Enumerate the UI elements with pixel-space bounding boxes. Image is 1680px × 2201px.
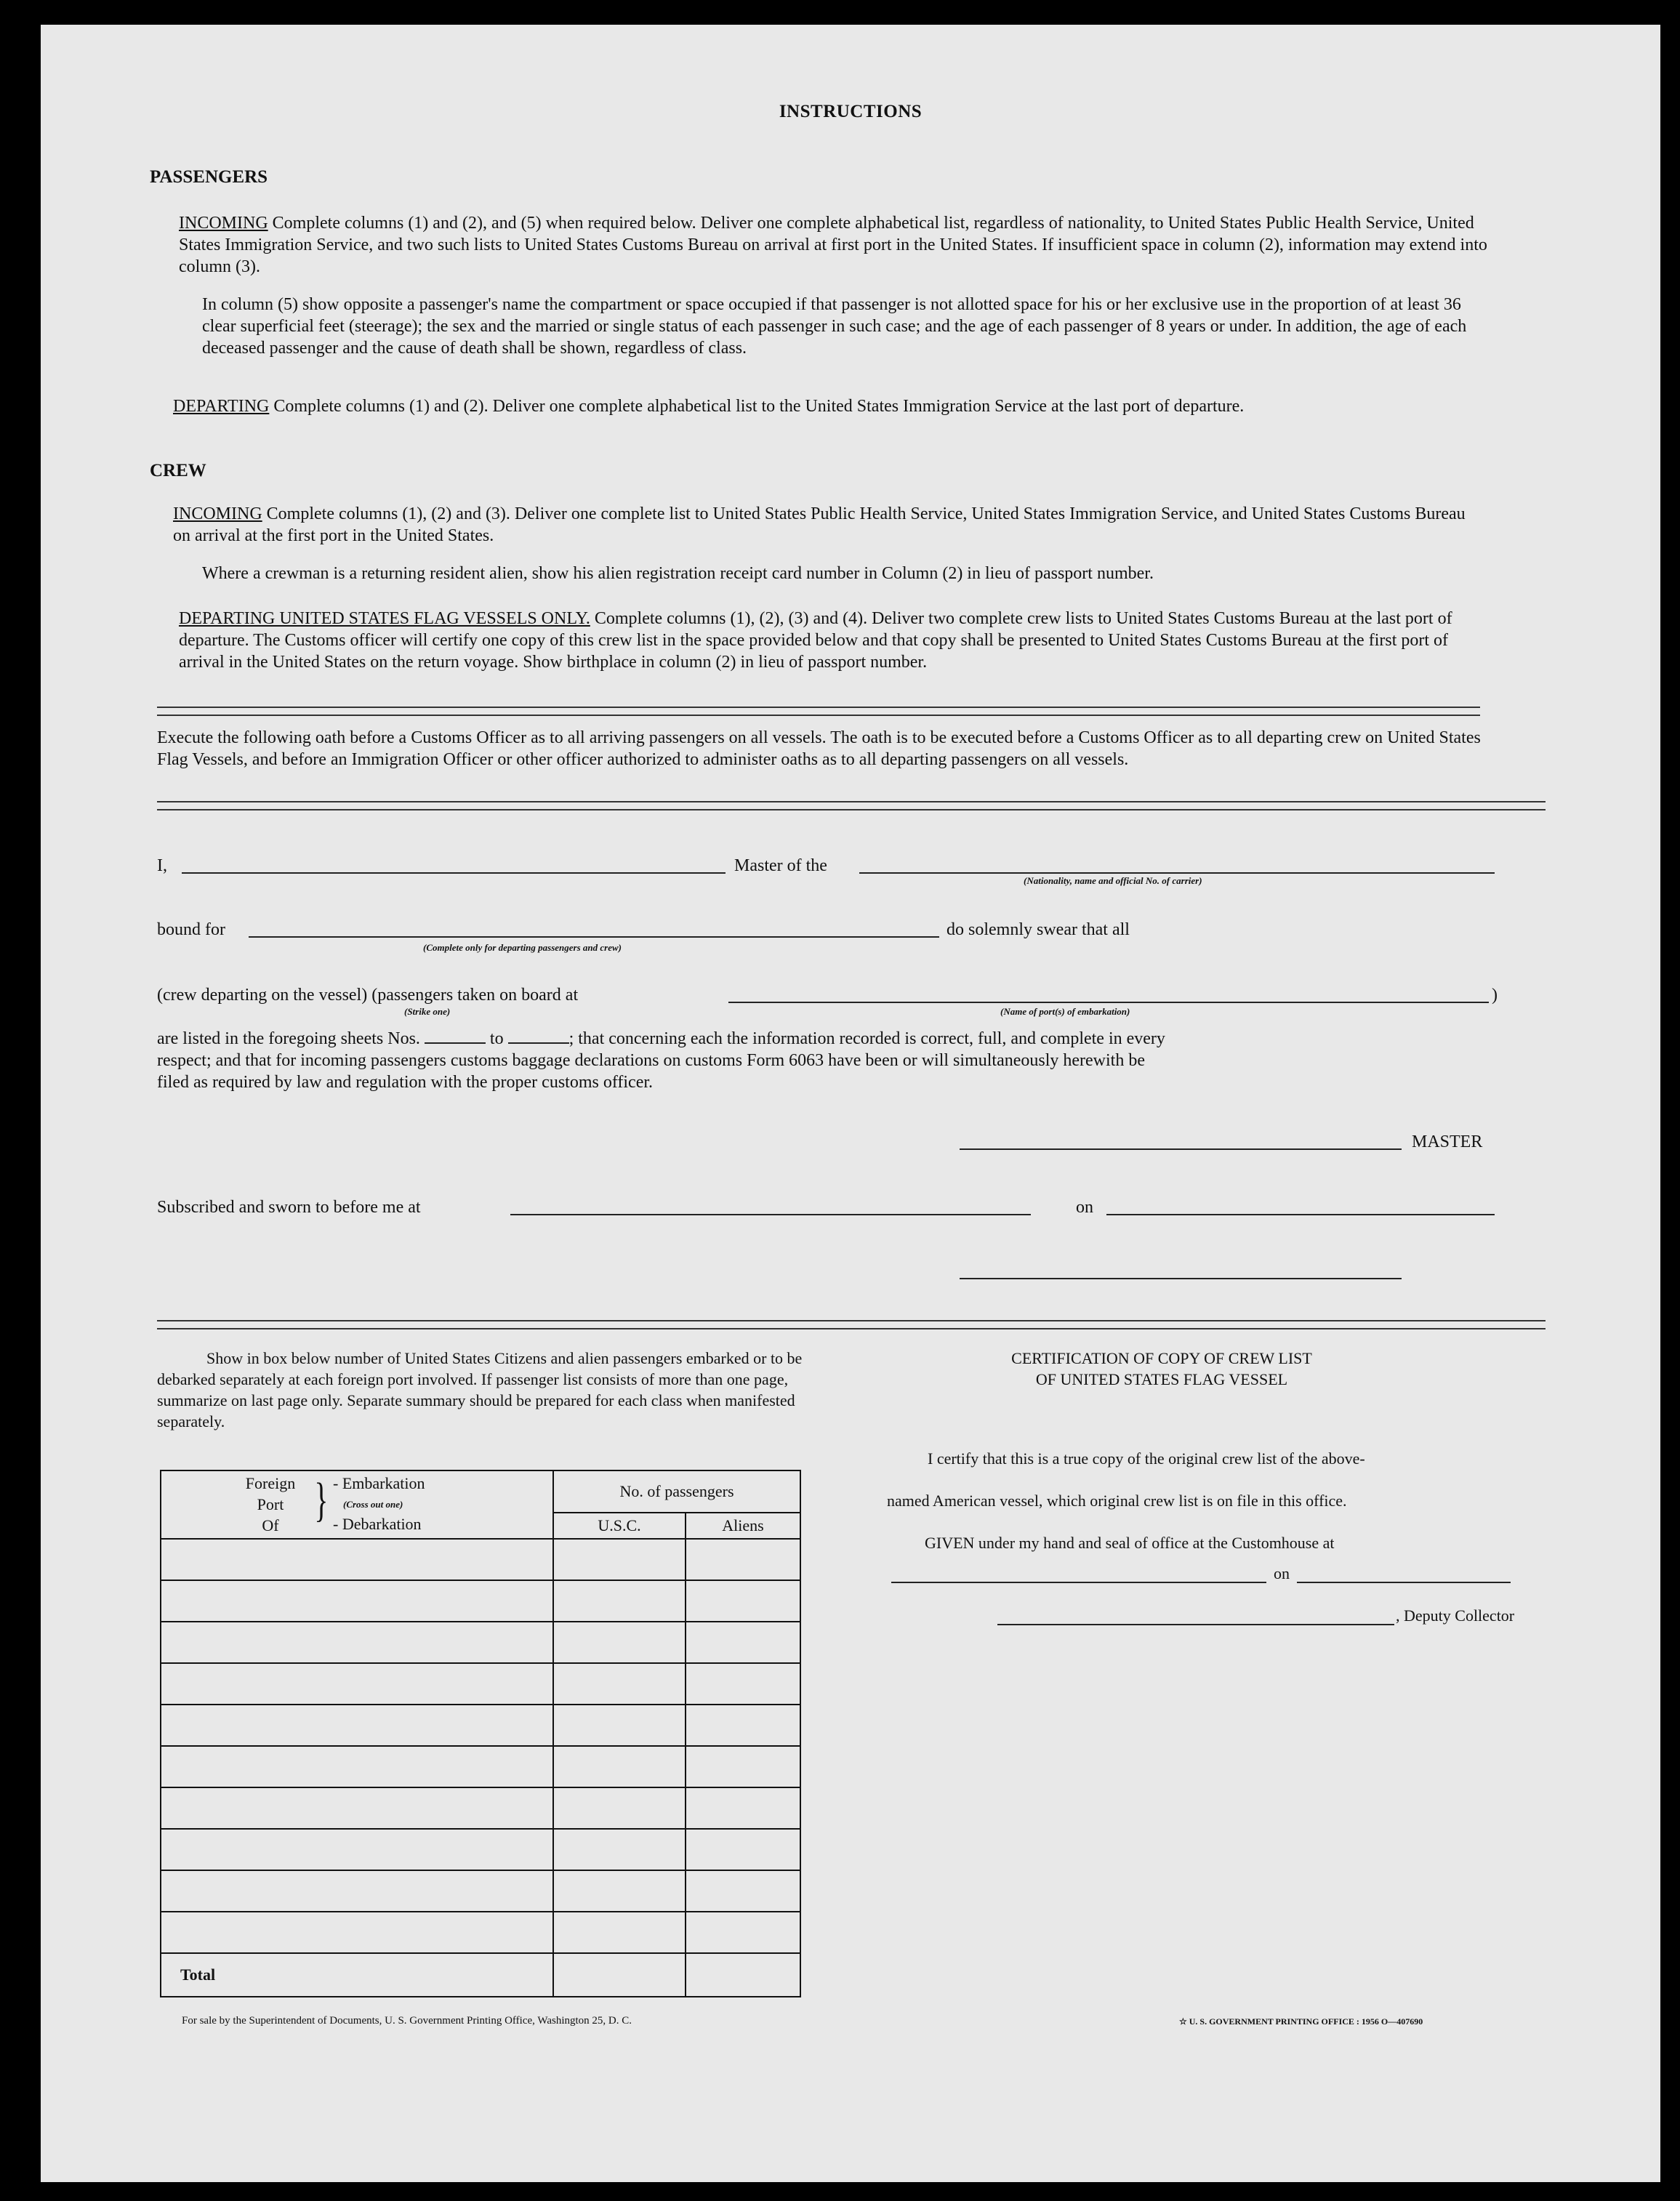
divider: [157, 801, 1546, 810]
passengers-incoming: [179, 212, 1487, 278]
port-cell[interactable]: [161, 1663, 553, 1705]
brace: }: [314, 1473, 329, 1526]
listed-text-a: are listed in the foregoing sheets Nos.: [157, 1029, 420, 1048]
usc-cell[interactable]: [553, 1870, 686, 1912]
divider: [157, 707, 1480, 716]
page-title: INSTRUCTIONS: [779, 102, 923, 121]
crew-departing-text: Complete columns (1), (2), (3) and (4). Deliver two complete crew lists to United States Customs Bureau at the last port of departure. The Customs officer will certify one copy of this crew list in the space provided below and that copy shall be presented to United States Customs Bureau at the first port of arrival in the United States on the return voyage. Show birthplace in column (2) in lieu of passport number.: [179, 609, 1452, 672]
usc-cell[interactable]: [553, 1539, 686, 1580]
sheet-to-line[interactable]: [508, 1042, 569, 1044]
aliens-cell[interactable]: [686, 1912, 800, 1953]
usc-cell[interactable]: [553, 1580, 686, 1622]
total-aliens-cell[interactable]: [686, 1953, 800, 1997]
aliens-cell[interactable]: [686, 1870, 800, 1912]
aliens-cell[interactable]: [686, 1539, 800, 1580]
usc-cell[interactable]: [553, 1746, 686, 1787]
listed-line-1: [157, 1028, 1509, 1050]
given-line: GIVEN under my hand and seal of office at the Customhouse at: [925, 1534, 1335, 1552]
of-label: Of: [262, 1516, 279, 1534]
certification-on-label: on: [1274, 1564, 1290, 1582]
port-line[interactable]: [728, 1002, 1489, 1003]
aliens-cell[interactable]: [686, 1705, 800, 1746]
port-label: Port: [257, 1495, 284, 1513]
passengers-column5: In column (5) show opposite a passenger's name the compartment or space occupied if that passenger is not allotted space for his or her exclusive use in the proportion of at least 36 clear superficial feet (steerage); the sex and the married or single status of each passenger in such case; and the age of each passenger of 8 years or under. In addition, the age of each deceased passenger and the cause of death shall be shown, regardless of class.: [202, 295, 1467, 358]
total-usc-cell[interactable]: [553, 1953, 686, 1997]
crew-departing-choice: (crew departing on the vessel) (passengers taken on board at: [157, 986, 579, 1005]
usc-cell[interactable]: [553, 1622, 686, 1663]
port-note: (Name of port(s) of embarkation): [1000, 1006, 1130, 1017]
aliens-cell[interactable]: [686, 1787, 800, 1829]
crew-incoming-label: INCOMING: [173, 504, 262, 523]
carrier-line[interactable]: [859, 872, 1495, 874]
master-label: MASTER: [1412, 1132, 1483, 1151]
summary-row: [161, 1829, 800, 1870]
port-cell[interactable]: [161, 1787, 553, 1829]
certification-date-line[interactable]: [1297, 1582, 1511, 1583]
total-label: Total: [161, 1953, 553, 1997]
strike-note: (Strike one): [404, 1006, 451, 1017]
passenger-summary-table: [160, 1470, 801, 1997]
certification-title-line-1: CERTIFICATION OF COPY OF CREW LIST: [1011, 1349, 1312, 1367]
officer-signature-line[interactable]: [960, 1278, 1402, 1279]
debarkation-label: - Debarkation: [333, 1515, 422, 1533]
incoming-text: Complete columns (1) and (2), and (5) when required below. Deliver one complete alphabetical list, regardless of nationality, to United States Public Health Service, United States Immigration Service, and two such lists to United States Customs Bureau on arrival at first port in the United States. If insufficient space in column (2), information may extend into column (3).: [179, 214, 1487, 276]
summary-row: [161, 1663, 800, 1705]
swear-label: do solemnly swear that all: [946, 920, 1130, 939]
port-cell[interactable]: [161, 1746, 553, 1787]
deputy-collector-label: , Deputy Collector: [1396, 1606, 1515, 1625]
no-passengers-header: No. of passengers: [553, 1470, 800, 1513]
summary-row: [161, 1787, 800, 1829]
subscribed-date-line[interactable]: [1106, 1214, 1495, 1215]
passengers-heading: PASSENGERS: [150, 167, 268, 187]
subscribed-label: Subscribed and sworn to before me at: [157, 1198, 421, 1217]
aliens-cell[interactable]: [686, 1746, 800, 1787]
deputy-signature-line[interactable]: [997, 1624, 1394, 1625]
nationality-note: (Nationality, name and official No. of carrier): [1024, 875, 1202, 886]
departing-label: DEPARTING: [173, 397, 270, 416]
certify-line-1: I certify that this is a true copy of the original crew list of the above-: [928, 1449, 1365, 1468]
aliens-cell[interactable]: [686, 1663, 800, 1705]
port-cell[interactable]: [161, 1912, 553, 1953]
oath-i-label: I,: [157, 856, 167, 875]
port-cell[interactable]: [161, 1539, 553, 1580]
aliens-cell[interactable]: [686, 1829, 800, 1870]
listed-line-2: respect; and that for incoming passengers customs baggage declarations on customs Form 6063 have been or will simultaneously herewith be: [157, 1051, 1145, 1070]
divider: [157, 1320, 1546, 1329]
oath-intro: Execute the following oath before a Customs Officer as to all arriving passengers on all vessels. The oath is to be executed before a Customs Officer as to all departing crew on United States Flag Vessels, and before an Immigration Officer or other officer authorized to administer oaths as to all departing passengers on all vessels.: [157, 728, 1481, 769]
crew-resident: Where a crewman is a returning resident alien, show his alien registration receipt card number in Column (2) in lieu of passport number.: [202, 564, 1154, 583]
port-cell[interactable]: [161, 1580, 553, 1622]
incoming-label: INCOMING: [179, 214, 268, 233]
embarkation-label: - Embarkation: [333, 1474, 425, 1492]
certification-title-line-2: OF UNITED STATES FLAG VESSEL: [1035, 1370, 1288, 1388]
crew-heading: CREW: [150, 461, 206, 480]
subscribed-place-line[interactable]: [510, 1214, 1031, 1215]
listed-to: to: [489, 1029, 504, 1048]
certify-line-2: named American vessel, which original crew list is on file in this office.: [887, 1492, 1347, 1510]
listed-text-b: ; that concerning each the information recorded is correct, full, and complete in every: [568, 1029, 1165, 1048]
aliens-header: Aliens: [686, 1513, 800, 1539]
summary-row: [161, 1870, 800, 1912]
summary-row: [161, 1539, 800, 1580]
summary-row: [161, 1912, 800, 1953]
master-name-line[interactable]: [182, 872, 726, 874]
passengers-departing: [173, 395, 1487, 417]
summary-row: [161, 1580, 800, 1622]
master-signature-line[interactable]: [960, 1148, 1402, 1150]
foreign-label: Foreign: [245, 1474, 296, 1492]
usc-header: U.S.C.: [553, 1513, 686, 1539]
summary-row: [161, 1746, 800, 1787]
complete-note: (Complete only for departing passengers and crew): [423, 942, 622, 953]
crew-departing-label: DEPARTING UNITED STATES FLAG VESSELS ONLY.: [179, 609, 590, 628]
certification-title: [916, 1348, 1407, 1390]
aliens-cell[interactable]: [686, 1580, 800, 1622]
port-cell[interactable]: [161, 1829, 553, 1870]
crew-incoming-text: Complete columns (1), (2) and (3). Deliver one complete list to United States Public Health Service, United States Immigration Service, and United States Customs Bureau on arrival at the first port in the United States.: [173, 504, 1466, 545]
crew-departing: [179, 608, 1473, 673]
bound-for-label: bound for: [157, 920, 225, 939]
usc-cell[interactable]: [553, 1663, 686, 1705]
close-paren: ): [1492, 986, 1498, 1005]
customhouse-line[interactable]: [891, 1582, 1266, 1583]
form-sheet: [41, 25, 1660, 2182]
summary-instructions: Show in box below number of United States Citizens and alien passengers embarked or to be debarked separately at each foreign port involved. If passenger list consists of more than one page, summarize on last page only. Separate summary should be prepared for each class when manifested separately.: [157, 1349, 803, 1431]
master-of-label: Master of the: [734, 856, 827, 875]
summary-row: [161, 1622, 800, 1663]
listed-line-3: filed as required by law and regulation with the proper customs officer.: [157, 1073, 654, 1092]
port-cell[interactable]: [161, 1622, 553, 1663]
usc-cell[interactable]: [553, 1787, 686, 1829]
crew-incoming: [173, 503, 1474, 547]
footer-left: For sale by the Superintendent of Documents, U. S. Government Printing Office, Washington 25, D. C.: [182, 2015, 632, 2027]
cross-out-note: (Cross out one): [343, 1499, 403, 1510]
usc-cell[interactable]: [553, 1705, 686, 1746]
footer-right: ☆ U. S. GOVERNMENT PRINTING OFFICE : 1956 O—407690: [1179, 2016, 1423, 2027]
subscribed-on-label: on: [1076, 1198, 1093, 1217]
port-cell[interactable]: [161, 1870, 553, 1912]
sheet-from-line[interactable]: [425, 1042, 486, 1044]
bound-for-line[interactable]: [249, 936, 939, 938]
aliens-cell[interactable]: [686, 1622, 800, 1663]
departing-text: Complete columns (1) and (2). Deliver one complete alphabetical list to the United States Immigration Service at the last port of departure.: [273, 397, 1245, 416]
port-cell[interactable]: [161, 1705, 553, 1746]
usc-cell[interactable]: [553, 1912, 686, 1953]
usc-cell[interactable]: [553, 1829, 686, 1870]
foreign-port-header: [161, 1470, 553, 1539]
summary-row: [161, 1705, 800, 1746]
